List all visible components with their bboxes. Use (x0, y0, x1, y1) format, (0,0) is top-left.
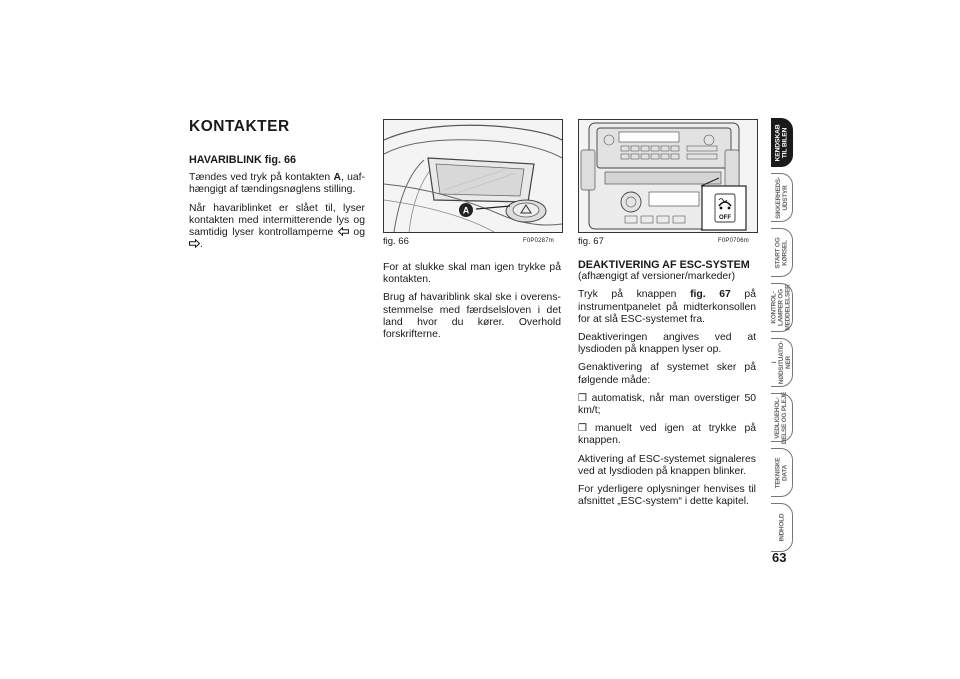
hazard-paragraph-2 (189, 203, 365, 252)
tab-nodsituationer[interactable] (771, 338, 793, 387)
figure-66 (383, 119, 563, 233)
tab-label: KENDSKAB TIL BILEN (774, 124, 789, 161)
turn-signal-left-icon (338, 227, 349, 236)
hazard-heading: HAVARIBLINK fig. 66 (189, 154, 296, 166)
tab-tekniske-data[interactable] (771, 448, 793, 497)
esc-paragraph-2: Deaktiveringen angives ved at lysdioden på knappen lyser op. (578, 332, 756, 356)
tab-label: VEDLIGEHOL- DELSE OG PLEJE (774, 391, 789, 444)
page-number: 63 (772, 550, 787, 565)
tab-label: KONTROL- LAMPER OG MEDDELELSER (771, 284, 792, 331)
figure-67 (578, 119, 758, 233)
tab-label: I NØDSITUATIO- NER (771, 340, 792, 385)
hazard-section-continued (383, 262, 561, 347)
fig-66-label: fig. 66 (383, 236, 409, 247)
esc-paragraph-3: Genaktivering af systemet sker på følgende måde: (578, 362, 756, 386)
tab-label: START OG KØRSEL (774, 237, 789, 268)
hazard-p2-end: . (200, 239, 203, 251)
esc-p1-text-end: på instrumentpanelet på midterkonsollen for at slå ESC-systemet fra. (578, 289, 756, 325)
hazard-paragraph-4: Brug af havariblink skal ske i overensstemmelse med færdselsloven i det land hvor du kører. Overhold forskrifterne. (383, 292, 561, 341)
tab-kendskab-til-bilen[interactable] (771, 118, 793, 167)
esc-p1-text: Tryk på knappen (578, 289, 691, 301)
esc-bullet-1-text: automatisk, når man overstiger 50 km/t; (578, 392, 756, 417)
hazard-p1-text: Tændes ved tryk på kontakten (189, 172, 334, 184)
esc-fig-ref: fig. 67 (690, 289, 731, 301)
tab-kontrollamper[interactable] (771, 283, 793, 332)
turn-signal-right-icon (189, 239, 200, 248)
hazard-section (189, 154, 365, 257)
esc-paragraph-1 (578, 289, 756, 326)
esc-paragraph-4: Aktivering af ESC-systemet signaleres ved at lysdioden på knappen blinker. (578, 453, 756, 477)
center-console-illustration (579, 120, 757, 232)
tab-sikkerhedsudstyr[interactable] (771, 173, 793, 222)
hazard-p1-text-end: , uafhængigt af tændingsnøglens stilling. (189, 172, 365, 196)
esc-section (578, 259, 756, 514)
esc-off-label: OFF (719, 215, 731, 221)
hazard-paragraph-3: For at slukke skal man igen trykke på kontakten. (383, 262, 561, 286)
hazard-switch-illustration (384, 120, 562, 232)
fig-67-code: F0P0706m (718, 238, 749, 244)
tab-label: INDHOLD (778, 513, 785, 542)
tab-indhold[interactable] (771, 503, 793, 552)
page-title: KONTAKTER (189, 118, 290, 135)
hazard-switch-letter: A (333, 172, 341, 184)
tab-start-og-korsel[interactable] (771, 228, 793, 277)
fig-67-label: fig. 67 (578, 236, 604, 247)
esc-subheading: (afhængigt af versioner/markeder) (578, 271, 736, 283)
esc-paragraph-5: For yderligere oplysninger henvises til afsnittet „ESC-system“ i dette kapitel. (578, 484, 756, 508)
checkbox-bullet-icon: ❒ (578, 423, 587, 435)
esc-bullet-2 (578, 423, 756, 447)
hazard-p2-conj: og (348, 227, 365, 239)
esc-heading: DEAKTIVERING AF ESC-SYSTEM (578, 259, 750, 271)
tab-label: SIKKERHEDS- UDSTYR (774, 176, 789, 219)
hazard-p2-text: Når havariblinket er slået til, lyser kontakten med intermitterende lys og samtidig lyser kontrollamperne (189, 202, 365, 239)
fig-66-code: F0P0287m (523, 238, 554, 244)
tab-vedligeholdelse[interactable] (771, 393, 793, 442)
esc-bullet-2-text: manuelt ved igen at trykke på knappen. (578, 423, 757, 447)
esc-bullet-1 (578, 393, 756, 417)
checkbox-bullet-icon: ❒ (578, 392, 587, 404)
hazard-paragraph-1 (189, 172, 365, 196)
callout-a: A (462, 205, 470, 216)
tab-label: TEKNISKE DATA (774, 457, 789, 488)
